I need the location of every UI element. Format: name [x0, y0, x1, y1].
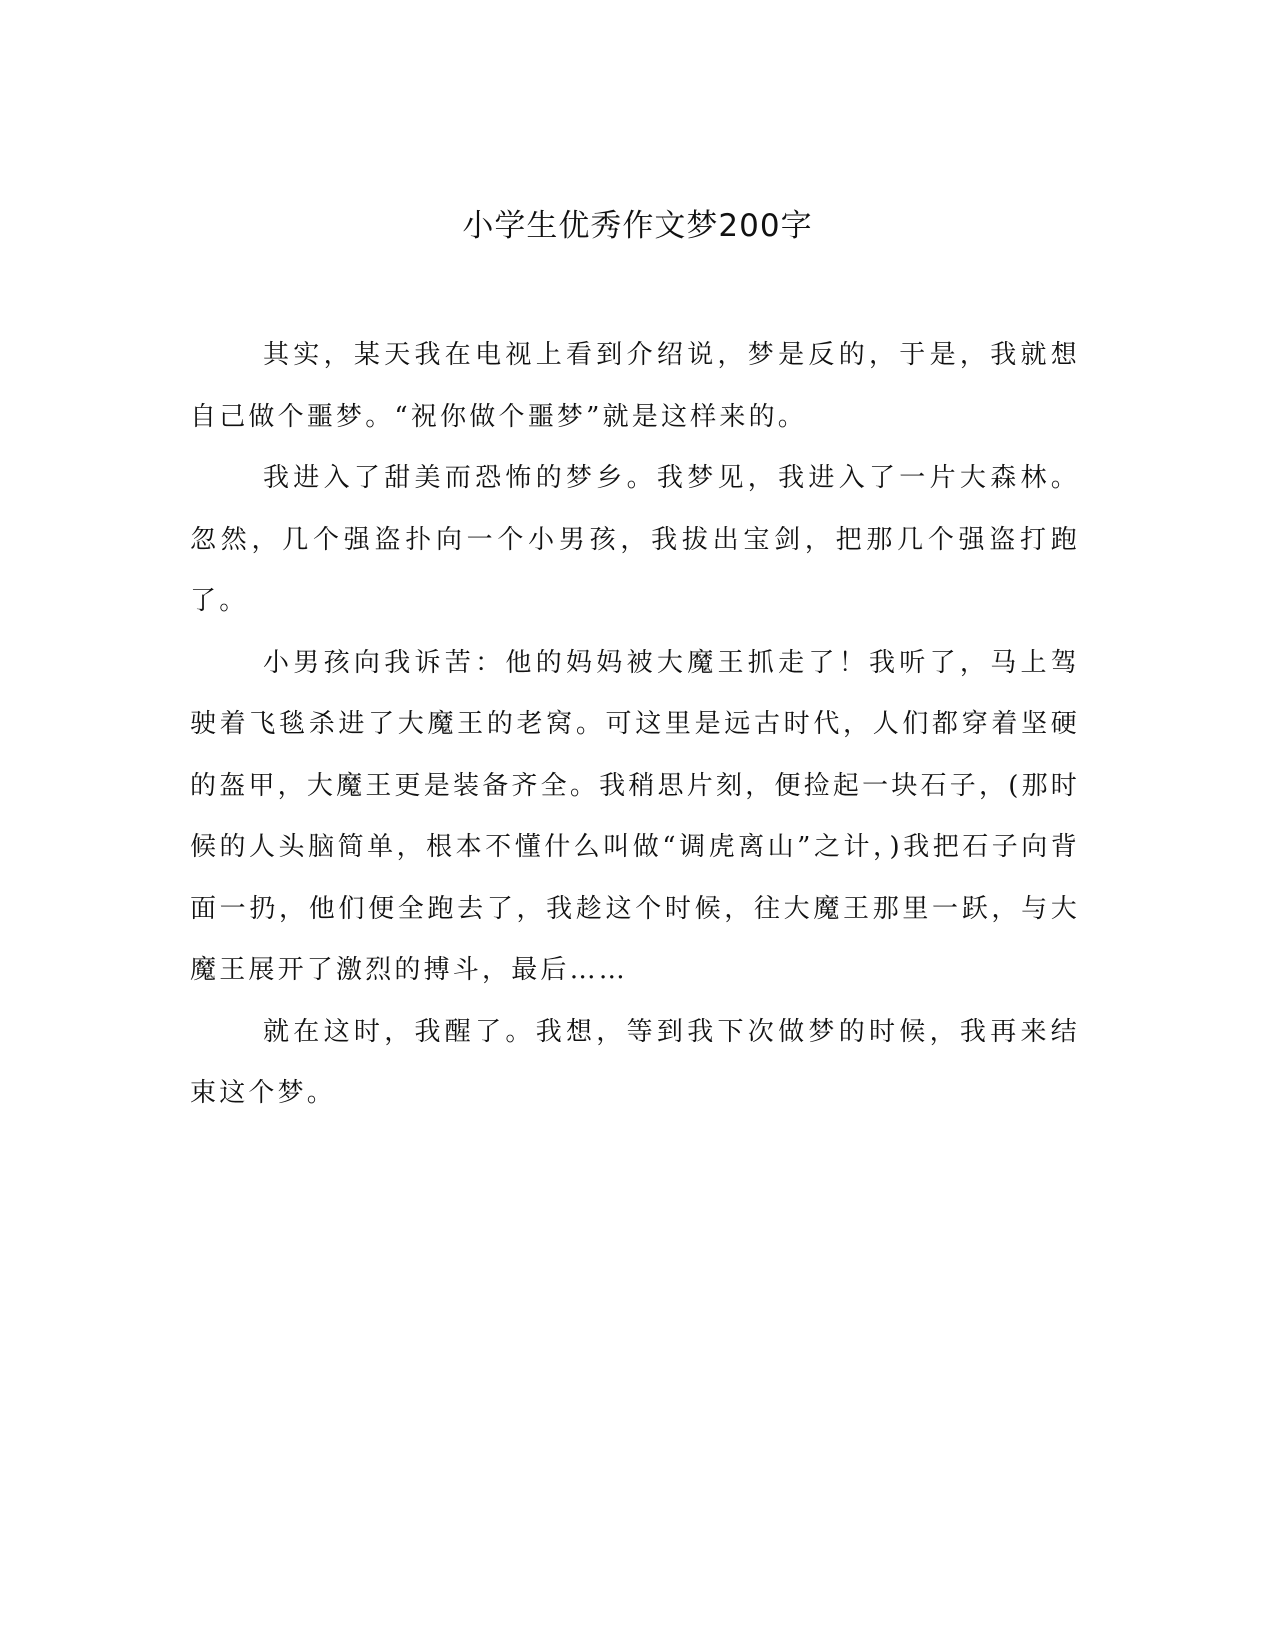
paragraph-2: 我进入了甜美而恐怖的梦乡。我梦见，我进入了一片大森林。忽然，几个强盗扑向一个小男孩，我拔出宝剑，把那几个强盗打跑了。 [190, 463, 1080, 616]
paragraph-4: 就在这时，我醒了。我想，等到我下次做梦的时候，我再来结束这个梦。 [190, 1016, 1080, 1108]
essay-body [190, 325, 1080, 1125]
paragraph-3: 小男孩向我诉苦：他的妈妈被大魔王抓走了！我听了，马上驾驶着飞毯杀进了大魔王的老窝。可这里是远古时代，人们都穿着坚硬的盔甲，大魔王更是装备齐全。我稍思片刻，便捡起一块石子，(那时候的人头脑简单，根本不懂什么叫做“调虎离山”之计，)我把石子向背面一扔，他们便全跑去了，我趁这个时候，往大魔王那里一跃，与大魔王展开了激烈的搏斗，最后…… [190, 647, 1080, 985]
document-title: 小学生优秀作文梦200字 [462, 208, 813, 244]
paragraph-1: 其实，某天我在电视上看到介绍说，梦是反的，于是，我就想自己做个噩梦。“祝你做个噩梦”就是这样来的。 [190, 340, 1080, 432]
